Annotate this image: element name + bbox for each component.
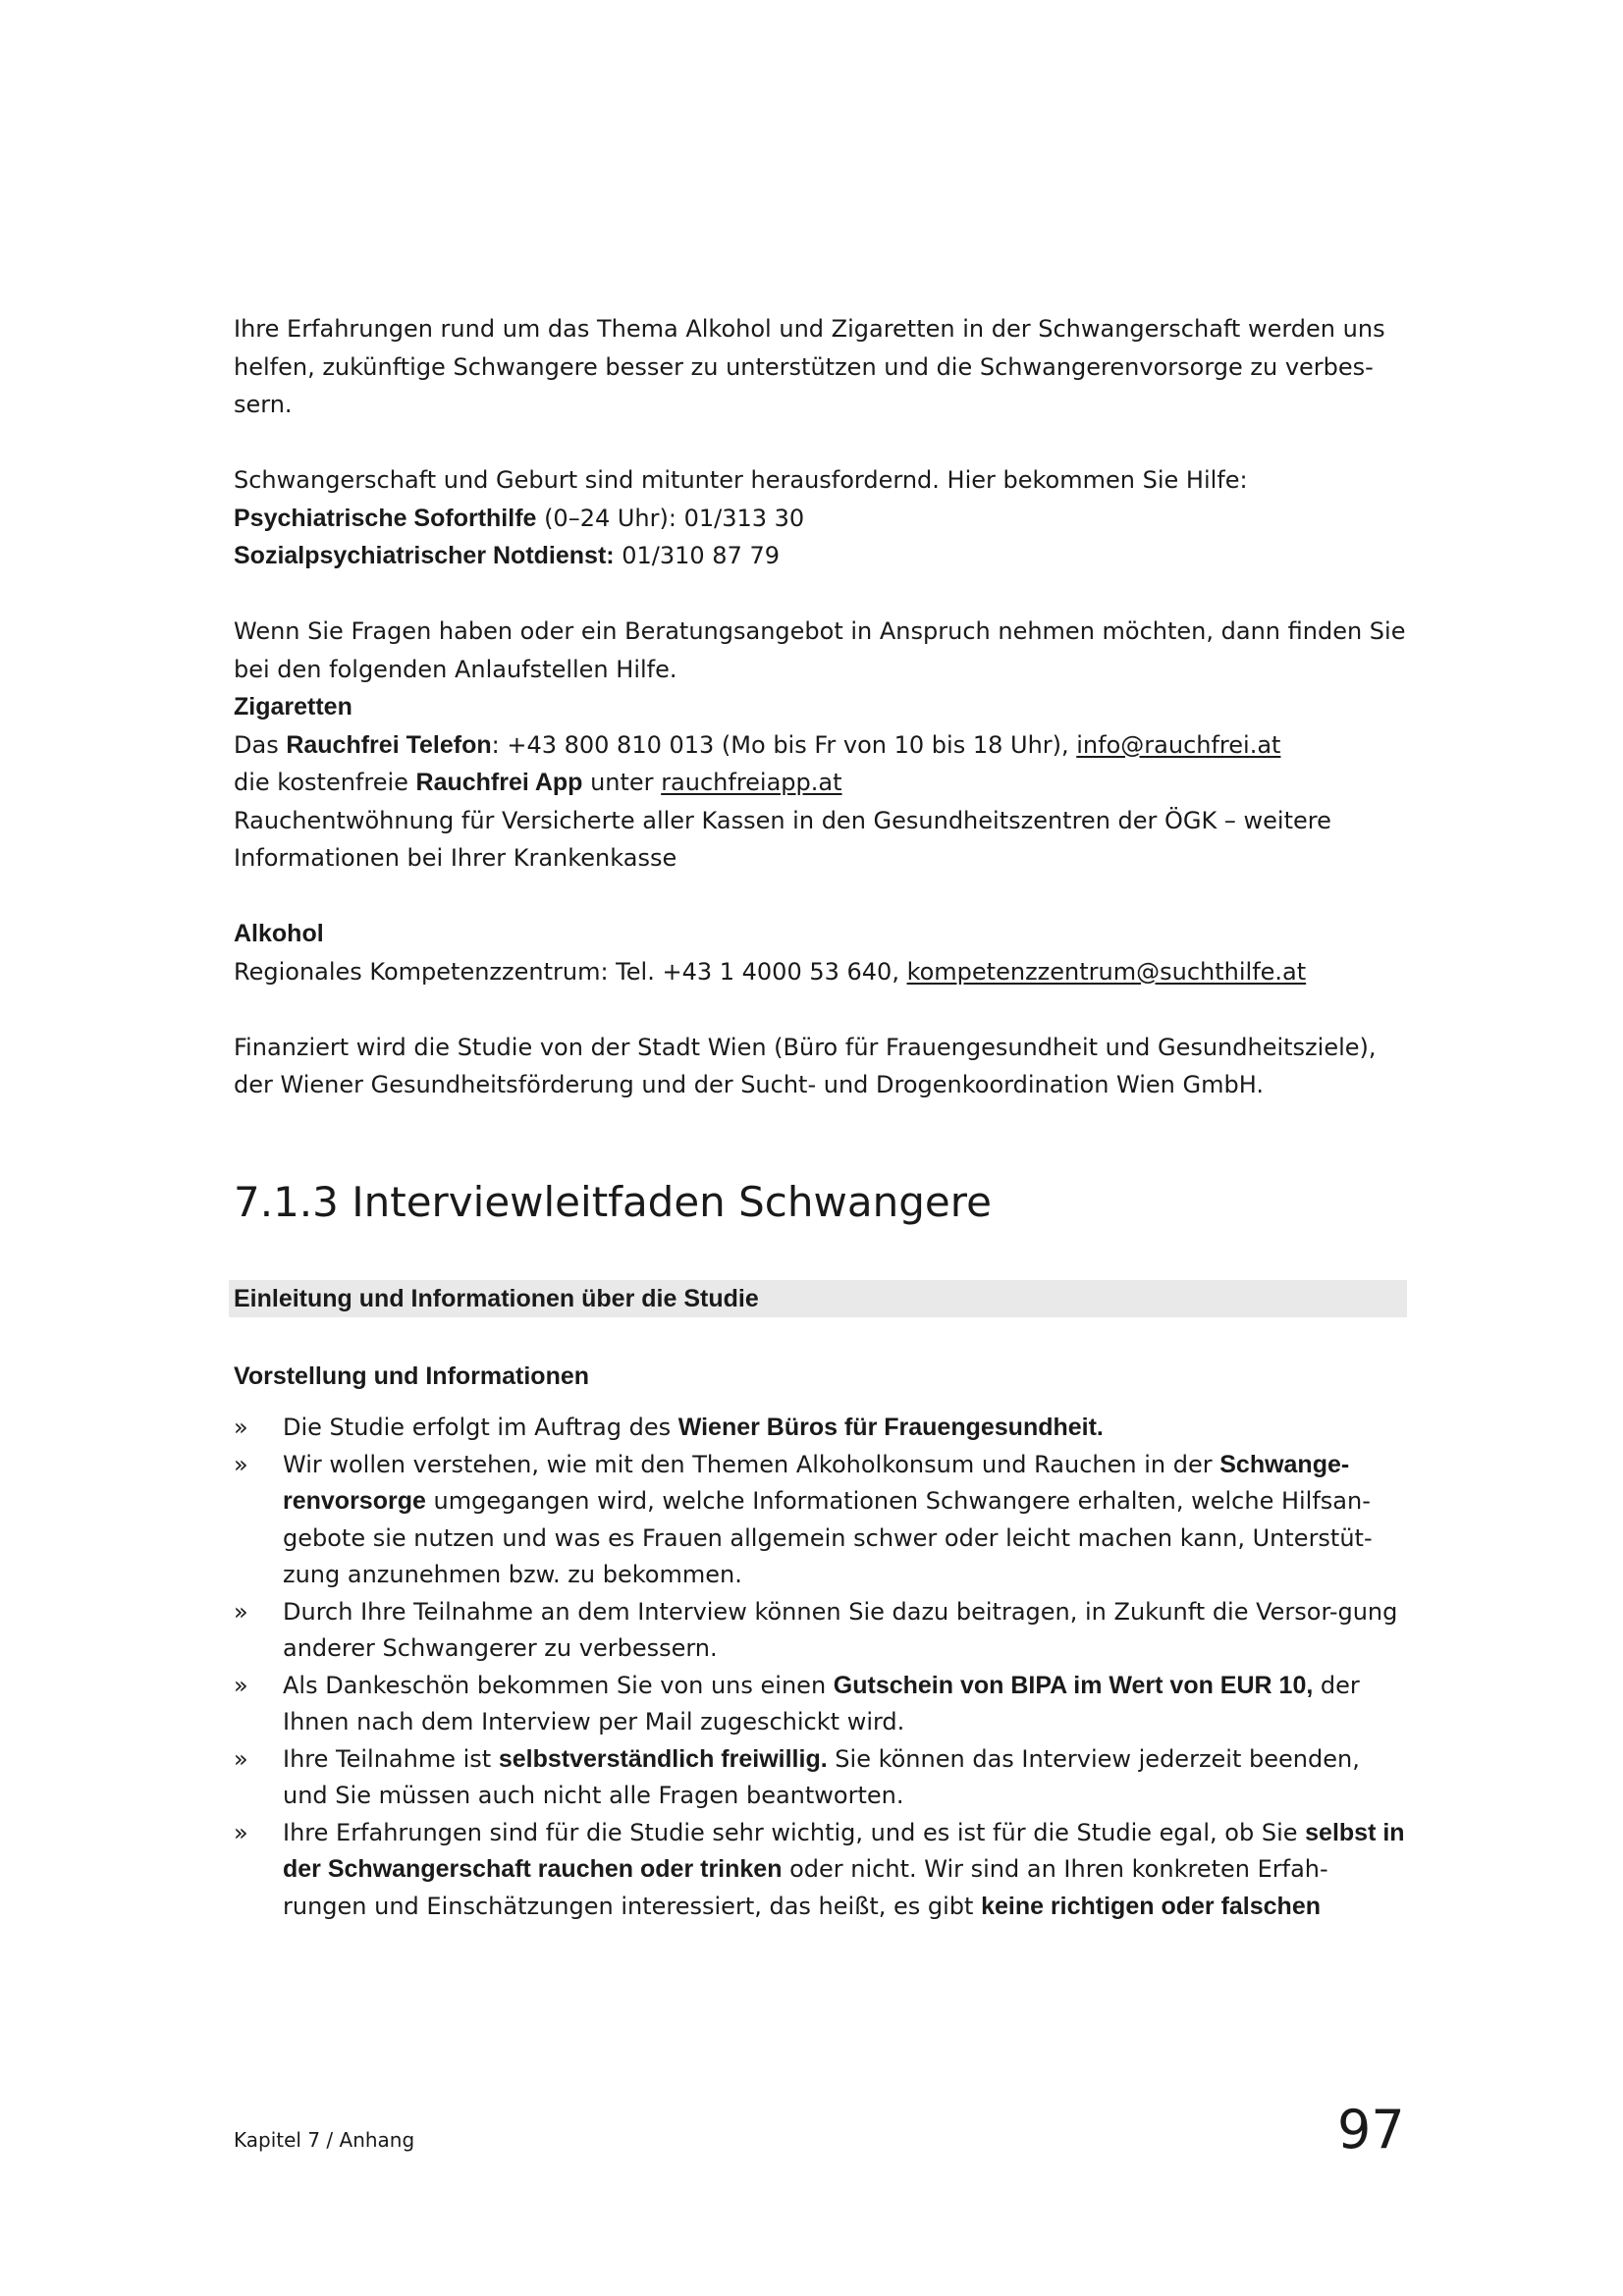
bullet-bold-text: Gutschein von BIPA im Wert von EUR 10, [833, 1671, 1314, 1699]
bullet-bold-text: Schwange-renvorsorge [283, 1450, 1350, 1515]
kompetenzzentrum-email-link[interactable]: kompetenzzentrum@suchthilfe.at [906, 957, 1307, 986]
bullet-text: Sie können das Interview jederzeit beenden, und Sie müssen auch nicht alle Fragen beantworten. [283, 1744, 1360, 1809]
bullet-bold-text: Wiener Büros für Frauengesundheit. [677, 1414, 1104, 1441]
social-hotline-number: 01/310 87 79 [614, 542, 781, 569]
bullet-text: oder nicht. Wir sind an Ihren konkreten Erfah-rungen und Einschätzungen interessiert, das heißt, es gibt [283, 1855, 1328, 1920]
kompetenzzentrum-line [234, 953, 1407, 991]
rauchfrei-app-link[interactable]: rauchfreiapp.at [661, 769, 842, 796]
rauchfrei-app-line [234, 764, 1407, 802]
bullet-text: Wir wollen verstehen, wie mit den Themen Alkoholkonsum und Rauchen in der [283, 1450, 1220, 1478]
list-item [234, 1594, 1407, 1668]
rauchfrei-telefon-line [234, 726, 1407, 765]
bullet-marker: » [234, 1597, 248, 1626]
info-bullet-list [234, 1410, 1407, 1925]
zigaretten-heading-text: Zigaretten [234, 693, 352, 721]
bullet-text: Ihre Erfahrungen sind für die Studie sehr wichtig, und es ist für die Studie egal, ob Sie [283, 1818, 1306, 1846]
bullet-text: Durch Ihre Teilnahme an dem Interview können Sie dazu beitragen, in Zukunft die Versor-gung anderer Schwangerer zu verbessern. [283, 1597, 1398, 1662]
line-text: Das [234, 730, 287, 759]
help-intro: Schwangerschaft und Geburt sind mitunter herausfordernd. Hier bekommen Sie Hilfe: [234, 466, 1248, 494]
bullet-text: Als Dankeschön bekommen Sie von uns einen [283, 1671, 834, 1699]
rauchfrei-email-link[interactable]: info@rauchfrei.at [1076, 730, 1281, 759]
kompetenzzentrum-text: Regionales Kompetenzzentrum: Tel. +43 1 4000 53 640, [234, 957, 907, 986]
social-hotline-label: Sozialpsychiatrischer Notdienst: [234, 542, 615, 569]
section-bar [229, 1280, 1407, 1317]
subheading-text: Vorstellung und Informationen [234, 1362, 590, 1390]
alkohol-heading [234, 915, 1407, 953]
list-item [234, 1410, 1407, 1447]
list-item [234, 1447, 1407, 1594]
list-item [234, 1668, 1407, 1741]
zigaretten-heading [234, 688, 1407, 726]
section-title: 7.1.3 Interviewleitfaden Schwangere [234, 1178, 992, 1226]
body-text [234, 310, 1407, 1104]
questions-paragraph: Wenn Sie Fragen haben oder ein Beratungsangebot in Anspruch nehmen möchten, dann finden Sie bei den folgenden Anlaufstellen Hilfe. [234, 617, 1406, 683]
rauchfrei-app-label: Rauchfrei App [415, 769, 583, 796]
bullet-marker: » [234, 1818, 248, 1846]
bullet-marker: » [234, 1671, 248, 1699]
intro-paragraph: Ihre Erfahrungen rund um das Thema Alkohol und Zigaretten in der Schwangerschaft werden uns helfen, zukünftige Schwangere besser zu unterstützen und die Schwangerenvorsorge zu verbes-sern. [234, 315, 1385, 418]
bullet-bold-text: selbstverständlich freiwillig. [498, 1744, 828, 1773]
social-hotline [234, 537, 1407, 575]
bullet-marker: » [234, 1450, 248, 1478]
bullet-marker: » [234, 1414, 248, 1441]
bullet-text: Ihre Teilnahme ist [283, 1744, 499, 1773]
psych-hotline [234, 500, 1407, 538]
footer-chapter-label: Kapitel 7 / Anhang [234, 2128, 415, 2152]
funding-paragraph: Finanziert wird die Studie von der Stadt Wien (Büro für Frauengesundheit und Gesundheitsziele), der Wiener Gesundheitsförderung und der Sucht- und Drogenkoordination Wien GmbH. [234, 1033, 1377, 1098]
bullet-marker: » [234, 1744, 248, 1773]
rauchfrei-telefon-label: Rauchfrei Telefon [286, 730, 492, 759]
psych-hotline-number: (0–24 Uhr): 01/313 30 [536, 504, 805, 532]
bullet-text: Die Studie erfolgt im Auftrag des [283, 1414, 678, 1441]
line-text: die kostenfreie [234, 769, 416, 796]
bullet-text: der Ihnen nach dem Interview per Mail zugeschickt wird. [283, 1671, 1360, 1735]
alkohol-heading-text: Alkohol [234, 920, 324, 947]
bullet-bold-text: selbst in der Schwangerschaft rauchen oder trinken [283, 1818, 1405, 1883]
bullet-text: umgegangen wird, welche Informationen Schwangere erhalten, welche Hilfsan-gebote sie nutzen und was es Frauen allgemein schwer oder leicht machen kann, Unterstüt-zung anzunehmen bzw. zu bekommen. [283, 1487, 1373, 1588]
bullet-bold-text: keine richtigen oder falschen [981, 1892, 1321, 1920]
bar-heading: Einleitung und Informationen über die Studie [234, 1285, 759, 1312]
subheading [234, 1358, 589, 1399]
rauchfrei-telefon-number: : +43 800 810 013 (Mo bis Fr von 10 bis 18 Uhr), [491, 730, 1077, 759]
psych-hotline-label: Psychiatrische Soforthilfe [234, 504, 537, 532]
page-number: 97 [1337, 2099, 1405, 2161]
line-text: unter [582, 769, 662, 796]
rauchentwoehnung-line: Rauchentwöhnung für Versicherte aller Kassen in den Gesundheitszentren der ÖGK – weitere Informationen bei Ihrer Krankenkasse [234, 806, 1331, 872]
list-item [234, 1815, 1407, 1926]
list-item [234, 1741, 1407, 1815]
